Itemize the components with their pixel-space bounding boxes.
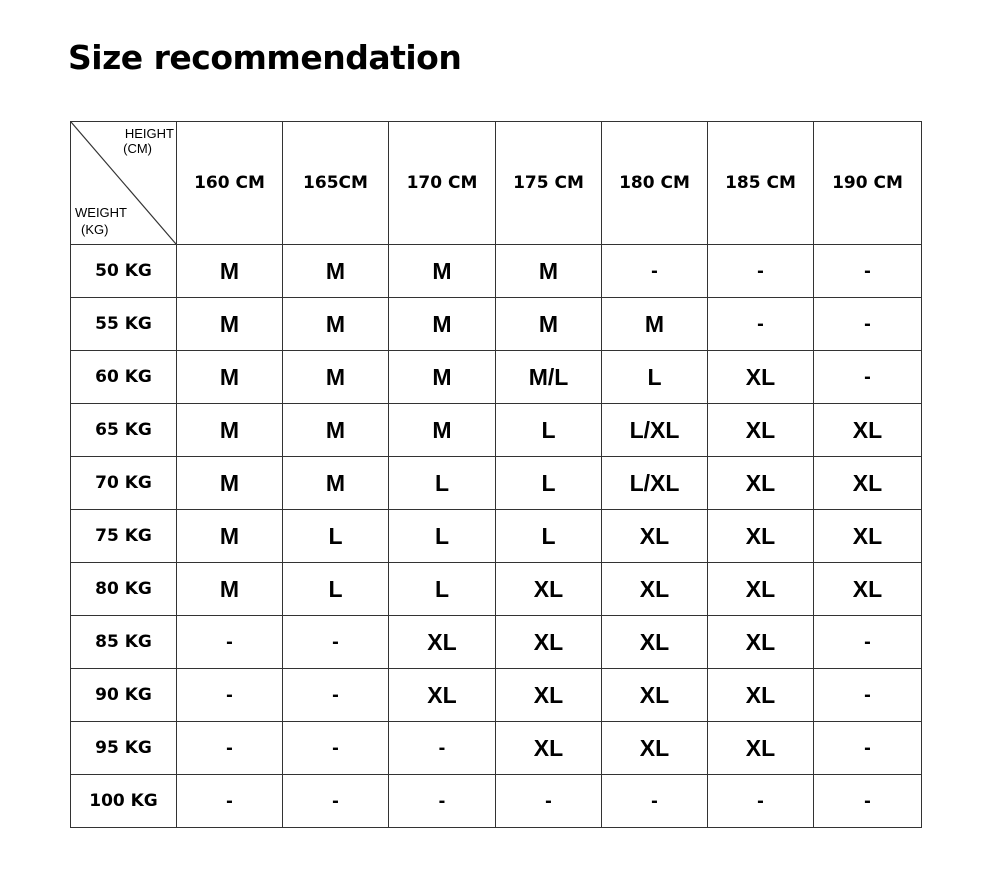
size-cell: M	[283, 245, 389, 298]
size-cell: XL	[602, 616, 708, 669]
size-cell: -	[283, 669, 389, 722]
size-cell: XL	[708, 457, 814, 510]
table-body	[71, 245, 922, 828]
row-header-weight: 65 KG	[71, 404, 177, 457]
size-cell: -	[814, 351, 922, 404]
size-cell: L	[496, 510, 602, 563]
size-cell: M	[283, 404, 389, 457]
size-cell: M	[177, 563, 283, 616]
size-cell: -	[814, 298, 922, 351]
size-cell: L	[389, 563, 496, 616]
size-cell: XL	[708, 616, 814, 669]
column-header: 190 CM	[814, 122, 922, 245]
size-cell: L	[496, 457, 602, 510]
size-cell: M	[389, 245, 496, 298]
table-row	[71, 245, 922, 298]
row-header-weight: 75 KG	[71, 510, 177, 563]
size-cell: M	[283, 351, 389, 404]
row-header-weight: 70 KG	[71, 457, 177, 510]
size-cell: L	[602, 351, 708, 404]
table-row	[71, 722, 922, 775]
size-cell: L/XL	[602, 404, 708, 457]
column-header: 170 CM	[389, 122, 496, 245]
size-cell: -	[602, 775, 708, 828]
size-cell: -	[177, 669, 283, 722]
height-unit-text: (CM)	[123, 141, 152, 156]
size-cell: XL	[814, 510, 922, 563]
size-cell: XL	[389, 616, 496, 669]
row-header-weight: 85 KG	[71, 616, 177, 669]
row-header-weight: 55 KG	[71, 298, 177, 351]
size-cell: M	[283, 298, 389, 351]
row-header-weight: 50 KG	[71, 245, 177, 298]
size-cell: -	[389, 722, 496, 775]
page-title: Size recommendation	[68, 38, 462, 77]
size-cell: M	[177, 404, 283, 457]
size-cell: -	[283, 616, 389, 669]
size-cell: M	[389, 351, 496, 404]
header-row	[71, 122, 922, 245]
size-cell: XL	[814, 457, 922, 510]
size-cell: M	[389, 298, 496, 351]
size-cell: XL	[602, 563, 708, 616]
column-header: 180 CM	[602, 122, 708, 245]
table-row	[71, 510, 922, 563]
size-cell: M	[283, 457, 389, 510]
weight-axis-label	[75, 204, 127, 238]
size-cell: -	[814, 245, 922, 298]
size-cell: L/XL	[602, 457, 708, 510]
size-cell: M	[177, 298, 283, 351]
size-cell: XL	[602, 722, 708, 775]
size-cell: -	[283, 722, 389, 775]
size-cell: M	[496, 298, 602, 351]
size-cell: L	[496, 404, 602, 457]
size-cell: -	[283, 775, 389, 828]
size-chart-table	[70, 121, 922, 828]
size-cell: XL	[814, 404, 922, 457]
size-cell: XL	[496, 563, 602, 616]
table-row	[71, 669, 922, 722]
column-header: 160 CM	[177, 122, 283, 245]
size-cell: L	[389, 457, 496, 510]
size-cell: M/L	[496, 351, 602, 404]
row-header-weight: 60 KG	[71, 351, 177, 404]
size-cell: L	[283, 510, 389, 563]
size-cell: XL	[708, 351, 814, 404]
weight-label-text: WEIGHT	[75, 205, 127, 220]
size-cell: XL	[708, 669, 814, 722]
weight-unit-text: (KG)	[81, 222, 109, 237]
size-cell: L	[283, 563, 389, 616]
size-cell: -	[602, 245, 708, 298]
height-axis-label	[123, 126, 174, 156]
column-header: 165CM	[283, 122, 389, 245]
size-cell: M	[496, 245, 602, 298]
size-cell: -	[708, 245, 814, 298]
size-cell: L	[389, 510, 496, 563]
size-cell: M	[177, 510, 283, 563]
column-header: 185 CM	[708, 122, 814, 245]
table-row	[71, 616, 922, 669]
row-header-weight: 80 KG	[71, 563, 177, 616]
table-row	[71, 351, 922, 404]
size-cell: M	[177, 245, 283, 298]
size-cell: XL	[602, 510, 708, 563]
size-cell: -	[814, 722, 922, 775]
size-cell: XL	[708, 510, 814, 563]
size-cell: -	[814, 616, 922, 669]
row-header-weight: 100 KG	[71, 775, 177, 828]
size-cell: -	[814, 775, 922, 828]
size-cell: -	[177, 722, 283, 775]
table-row	[71, 457, 922, 510]
size-cell: XL	[602, 669, 708, 722]
size-cell: -	[708, 775, 814, 828]
size-cell: -	[177, 775, 283, 828]
size-cell: XL	[814, 563, 922, 616]
corner-header-cell	[71, 122, 177, 245]
size-cell: -	[177, 616, 283, 669]
size-cell: M	[389, 404, 496, 457]
row-header-weight: 90 KG	[71, 669, 177, 722]
size-cell: XL	[496, 616, 602, 669]
size-cell: M	[177, 457, 283, 510]
size-cell: M	[177, 351, 283, 404]
size-cell: XL	[708, 563, 814, 616]
size-cell: M	[602, 298, 708, 351]
size-cell: XL	[708, 722, 814, 775]
table-row	[71, 563, 922, 616]
row-header-weight: 95 KG	[71, 722, 177, 775]
size-cell: -	[496, 775, 602, 828]
size-cell: XL	[496, 722, 602, 775]
column-header: 175 CM	[496, 122, 602, 245]
height-label-text: HEIGHT	[124, 126, 174, 141]
size-cell: -	[708, 298, 814, 351]
size-cell: XL	[708, 404, 814, 457]
table-row	[71, 775, 922, 828]
table-row	[71, 298, 922, 351]
table-row	[71, 404, 922, 457]
size-cell: -	[389, 775, 496, 828]
size-cell: -	[814, 669, 922, 722]
size-cell: XL	[496, 669, 602, 722]
size-cell: XL	[389, 669, 496, 722]
